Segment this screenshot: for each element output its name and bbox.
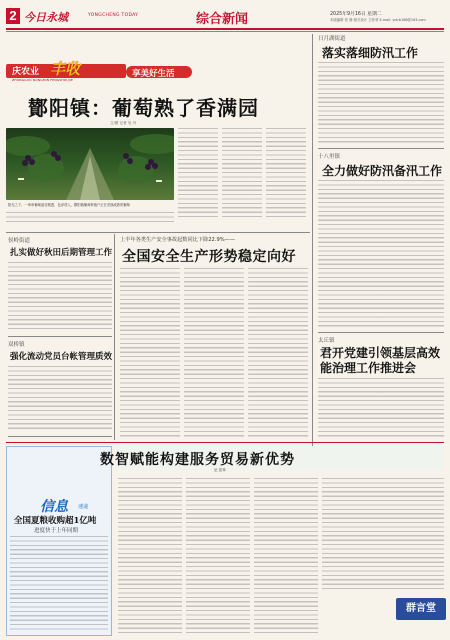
lead-text-col-1 bbox=[178, 128, 218, 218]
paper-name-en: YONGCHENG TODAY bbox=[88, 13, 139, 18]
left-b-headline: 强化流动党员台帐管理质效 bbox=[10, 352, 113, 362]
lead-text-col-3 bbox=[266, 128, 306, 218]
left-a-headline: 扎实做好秋田后期管理工作 bbox=[10, 248, 113, 258]
bottom-section-rule bbox=[6, 442, 444, 443]
issue-date: 2025年9月16日 星期二 bbox=[330, 12, 382, 17]
harvest-banner bbox=[6, 58, 192, 84]
right-rule-2 bbox=[318, 332, 444, 333]
info-subhead: 进度快于上年同期 bbox=[34, 528, 79, 534]
lead-text-under-photo bbox=[6, 212, 174, 222]
banner-prefix: 庆农业 bbox=[12, 67, 40, 77]
banner-sub: ZHONGGUO NONGMIN FENGSHOUJIE bbox=[12, 78, 74, 82]
page-number: 2 bbox=[6, 8, 20, 24]
bottom-byline: 赵 振林 bbox=[214, 468, 226, 472]
bottom-body-col-2 bbox=[186, 478, 250, 634]
section-title: 综合新闻 bbox=[196, 12, 249, 27]
lead-text-col-2 bbox=[222, 128, 262, 218]
info-logo: 信息 bbox=[40, 498, 68, 514]
right-mid-headline: 全力做好防汛备汛工作 bbox=[322, 164, 443, 178]
banner-slogan: 享美好生活 bbox=[132, 69, 175, 79]
right-top-kicker: 日月湖街道 bbox=[318, 36, 346, 42]
banner-big-text: 丰收 bbox=[50, 60, 81, 78]
bottom-body-col-4 bbox=[322, 478, 444, 592]
right-bottom-body bbox=[318, 378, 444, 438]
info-body bbox=[10, 536, 108, 632]
lead-photo-caption: 阳光之下，一串串葡萄晶莹剔透、色泽诱人，鄼阳镇葡萄种植户正在采摘成熟的葡萄 bbox=[8, 203, 130, 207]
center-body-col-1 bbox=[120, 268, 180, 438]
right-mid-body bbox=[318, 180, 444, 328]
center-headline: 全国安全生产形势稳定向好 bbox=[122, 249, 296, 265]
left-b-body bbox=[8, 366, 112, 432]
masthead-rule bbox=[6, 28, 444, 30]
lead-photo bbox=[6, 128, 174, 200]
info-logo-sub: 速递 bbox=[78, 504, 89, 510]
mid-divider bbox=[6, 232, 310, 233]
editors-line: 本版编辑 张 静 版式设计 卫菲菲 E-mail: yctrb168@163.com bbox=[330, 18, 426, 22]
bottom-body-col-3 bbox=[254, 478, 318, 634]
center-kicker: 上半年各类生产安全事故起数同比下降22.9%—— bbox=[120, 237, 236, 243]
center-body-col-3 bbox=[248, 268, 308, 438]
right-top-headline: 落实落细防汛工作 bbox=[322, 46, 419, 60]
left-rule-1 bbox=[8, 336, 112, 337]
bottom-headline: 数智赋能构建服务贸易新优势 bbox=[100, 452, 295, 468]
grape-greenhouse-photo bbox=[6, 128, 174, 200]
right-top-body bbox=[318, 62, 444, 144]
lead-byline: 文/图 记者 吴 丹 bbox=[110, 121, 137, 125]
column-logo: 群言堂 bbox=[396, 598, 446, 620]
bottom-body-col-1 bbox=[118, 478, 182, 634]
info-headline: 全国夏粮收购超1亿吨 bbox=[14, 516, 97, 526]
right-rule-1 bbox=[318, 148, 444, 149]
masthead-rule-thin bbox=[6, 31, 444, 32]
left-a-kicker: 侯岭街道 bbox=[8, 238, 31, 244]
right-col-divider bbox=[312, 34, 313, 446]
right-bottom-kicker: 太丘镇 bbox=[318, 338, 335, 344]
left-rule-2 bbox=[8, 436, 112, 437]
left-col-divider bbox=[114, 234, 115, 440]
right-mid-kicker: 十八里镇 bbox=[318, 154, 341, 160]
left-a-body bbox=[8, 262, 112, 332]
lead-headline: 鄼阳镇：葡萄熟了香满园 bbox=[28, 96, 259, 120]
left-b-kicker: 双桥镇 bbox=[8, 342, 25, 348]
center-body-col-2 bbox=[184, 268, 244, 438]
paper-name: 今日永城 bbox=[24, 11, 68, 24]
right-bottom-headline: 君开党建引领基层高效能治理工作推进会 bbox=[320, 346, 441, 375]
